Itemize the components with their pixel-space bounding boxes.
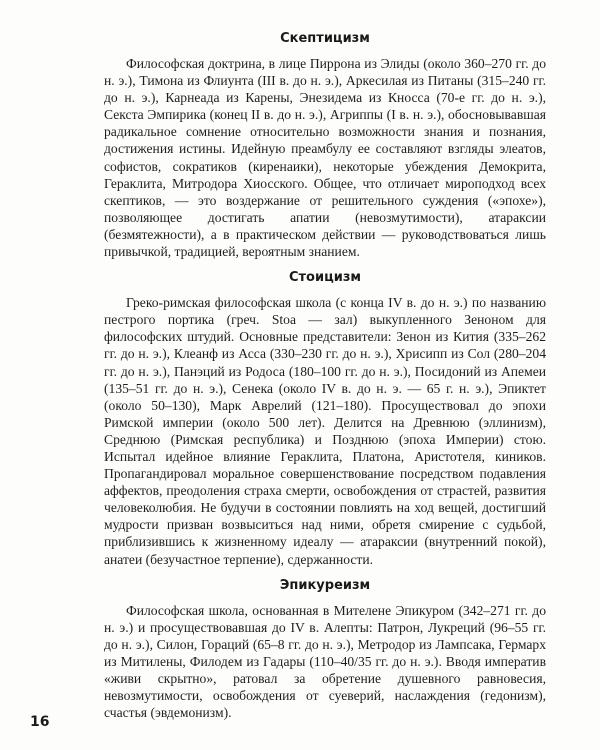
section-title-stoicism: Стоицизм	[288, 270, 362, 286]
section-title-skepticism: Скептицизм	[280, 31, 370, 46]
section-body-stoicism: Греко-римская философская школа (с конца IV в. до н. э.) по названию пестрого портика (греч. Stoa — зал) выкупленного Зеноном для философских штудий. Основные представители: Зенон из Кития (335–262 гг. до н. э.), Клеанф из Асса (330–230 гг. до н. э.), Хрисипп из Сол (280–204 гг. до н. э.), Панэций из Родоса (180–100 гг. до н. э.), Посидоний из Апемеи (135–51 гг. до н. э.), Сенека (около IV в. до н. э. — 65 г. н. э.), Эпиктет (около 50–130), Марк Аврелий (121–180). Просуществовал до эпохи Римской империи (около 500 лет). Делится на Древнюю (эллинизм), Среднюю (Римская республика) и Позднюю (эпоха Империи) стою. Испытал идейное влияние Гераклита, Платона, Аристотеля, киников. Пропагандировал моральное совершенствование посредством подавления аффектов, преодоления страха смерти, освобождения от страстей, развития человеколюбия. Не будучи в состоянии повлиять на ход вещей, достигший мудрости призван возвыситься над ними, обретя смирение с судьбой, приблизившись к жизненному идеалу — атараксии (внутренний покой), анатеи (безучастное терпение), сдержанности.	[104, 295, 546, 567]
section-epicureanism	[104, 577, 546, 722]
section-skepticism	[104, 30, 546, 260]
page-content	[104, 30, 546, 721]
page-number: 16	[30, 714, 50, 730]
section-body-skepticism: Философская доктрина, в лице Пиррона из Элиды (около 360–270 гг. до н. э.), Тимона из Флиунта (III в. до н. э.), Аркесилая из Питаны (315–240 гг. до н. э.), Карнеада из Карены, Энезидема из Кносса (70-е гг. до н. э.), Секста Эмпирика (конец II в. до н. э.), Агриппы (I в. н. э.), обосновывавшая радикальное сомнение относительно возможности знания и познания, достижения истины. Идейную преамбулу ее составляют взгляды элеатов, софистов, сократиков (киренаики), некоторые убеждения Демокрита, Гераклита, Митродора Хиосского. Общее, что отличает мироподход всех скептиков, — это воздержание от решительного суждения («эпохе»), позволяющее достигать апатии (невозмутимости), атараксии (безмятежности), а в практическом действии — руководствоваться лишь привычкой, традицией, вероятным знанием.	[104, 56, 546, 260]
section-body-epicureanism: Философская школа, основанная в Мителене Эпикуром (342–271 гг. до н. э.) и просуществовавшая до IV в. Алепты: Патрон, Лукреций (96–55 гг. до н. э.), Силон, Гораций (65–8 гг. до н. э.), Метродор из Лампсака, Гермарх из Митилены, Филодем из Гадары (110–40/35 гг. до н. э.). Вводя императив «живи скрытно», ратовал за обретение душевного равновесия, невозмутимости, освобождения от суеверий, наслаждения (гедонизм), счастья (эвдемонизм).	[104, 602, 546, 721]
section-stoicism	[104, 269, 546, 568]
section-title-epicureanism: Эпикуреизм	[279, 577, 371, 593]
